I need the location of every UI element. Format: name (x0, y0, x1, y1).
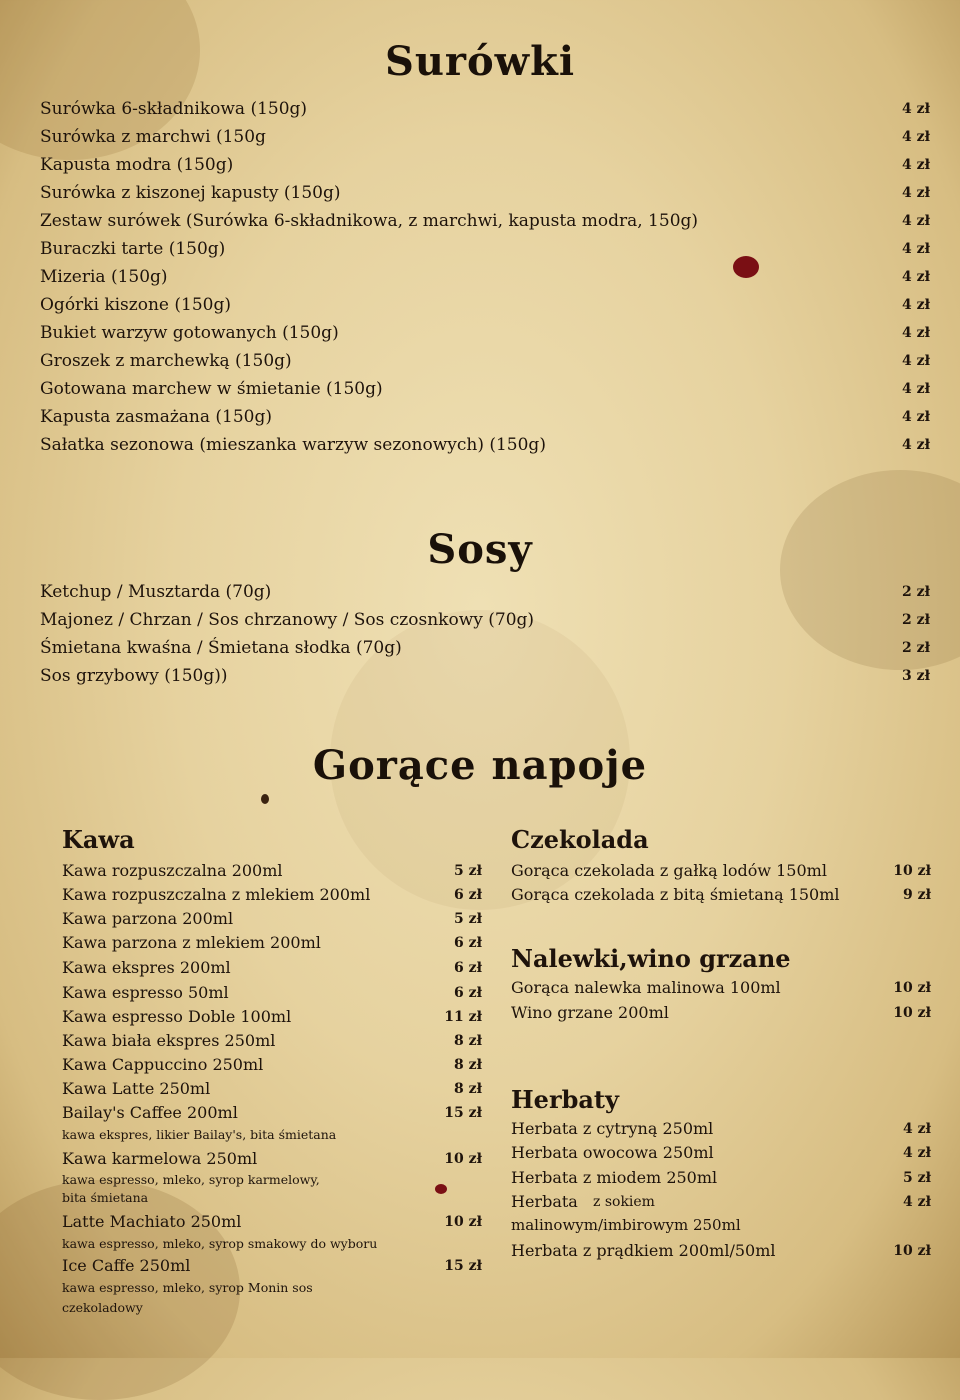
item-name: Ogórki kiszone (150g) (40, 295, 231, 315)
menu-item (62, 1004, 482, 1030)
menu-item (40, 264, 930, 290)
item-name: Herbata z prądkiem 200ml/50ml (511, 1241, 776, 1260)
item-price: 15 zł (444, 1258, 482, 1274)
item-price: 6 zł (454, 985, 482, 1001)
herbata-sokiem-suffix: z sokiem (593, 1194, 655, 1210)
section-title-napoje: Gorące napoje (312, 742, 648, 789)
item-name: Herbata z cytryną 250ml (511, 1119, 714, 1138)
menu-item (40, 236, 930, 262)
menu-item (511, 1000, 931, 1026)
item-name: Kawa rozpuszczalna 200ml (62, 861, 283, 880)
menu-item (40, 663, 930, 689)
menu-item (40, 348, 930, 374)
menu-item (40, 320, 930, 346)
item-name: Surówka z kiszonej kapusty (150g) (40, 183, 341, 203)
menu-item (40, 96, 930, 122)
menu-item (62, 1253, 482, 1279)
menu-item (511, 858, 931, 884)
menu-item (62, 1052, 482, 1078)
item-price: 10 zł (893, 1005, 931, 1021)
item-price: 10 zł (893, 980, 931, 996)
item-name: Groszek z marchewką (150g) (40, 351, 292, 371)
item-price: 4 zł (902, 213, 930, 229)
item-name: Kawa espresso Doble 100ml (62, 1007, 292, 1026)
item-name: Kawa ekspres 200ml (62, 958, 231, 977)
item-name: Kawa parzona z mlekiem 200ml (62, 933, 321, 952)
item-price: 15 zł (444, 1105, 482, 1121)
herbaty-heading: Herbaty (511, 1085, 619, 1114)
item-price: 2 zł (902, 584, 930, 600)
item-name: Gotowana marchew w śmietanie (150g) (40, 379, 383, 399)
menu-item (40, 180, 930, 206)
item-price: 4 zł (902, 185, 930, 201)
menu-item (40, 152, 930, 178)
item-price: 4 zł (902, 101, 930, 117)
wax-blot (435, 1184, 447, 1194)
item-price: 4 zł (902, 325, 930, 341)
item-price: 10 zł (444, 1214, 482, 1230)
item-price: 4 zł (902, 297, 930, 313)
item-name: Latte Machiato 250ml (62, 1212, 242, 1231)
item-name: Sałatka sezonowa (mieszanka warzyw sezonowych) (150g) (40, 435, 546, 455)
item-price: 6 zł (454, 960, 482, 976)
item-name: Gorąca czekolada z bitą śmietaną 150ml (511, 885, 840, 904)
menu-item (62, 882, 482, 908)
item-price: 4 zł (903, 1145, 931, 1161)
menu-item (40, 376, 930, 402)
kawa-note-baileys: kawa ekspres, likier Bailay's, bita śmietana (62, 1127, 337, 1142)
item-price: 6 zł (454, 935, 482, 951)
item-name: Buraczki tarte (150g) (40, 239, 226, 259)
menu-item (62, 955, 482, 981)
item-name: Kawa karmelowa 250ml (62, 1149, 258, 1168)
item-name: Herbata z miodem 250ml (511, 1168, 718, 1187)
menu-item (511, 1238, 931, 1264)
item-price: 5 zł (454, 863, 482, 879)
item-name: Bukiet warzyw gotowanych (150g) (40, 323, 339, 343)
menu-item (40, 124, 930, 150)
item-price: 6 zł (454, 887, 482, 903)
item-price: 4 zł (902, 409, 930, 425)
menu-item (40, 635, 930, 661)
item-name: Kawa biała ekspres 250ml (62, 1031, 276, 1050)
menu-item (40, 292, 930, 318)
item-price: 8 zł (454, 1033, 482, 1049)
section-title-surowki: Surówki (384, 38, 576, 85)
item-price: 11 zł (444, 1009, 482, 1025)
item-price: 4 zł (902, 129, 930, 145)
item-name: Kawa Latte 250ml (62, 1079, 211, 1098)
item-price: 4 zł (903, 1194, 931, 1210)
item-name: Kapusta modra (150g) (40, 155, 234, 175)
item-price: 4 zł (902, 437, 930, 453)
menu-item (40, 404, 930, 430)
kawa-note-ice: kawa espresso, mleko, syrop Monin sos (62, 1280, 313, 1295)
menu-item (62, 1100, 482, 1126)
item-name: Kawa espresso 50ml (62, 983, 229, 1002)
item-name: Bailay's Caffee 200ml (62, 1103, 238, 1122)
item-price: 4 zł (902, 157, 930, 173)
kawa-note-karmelowa: kawa espresso, mleko, syrop karmelowy, (62, 1172, 320, 1187)
item-name: Surówka 6-składnikowa (150g) (40, 99, 308, 119)
menu-item (62, 1146, 482, 1172)
menu-item (40, 432, 930, 458)
menu-item (62, 930, 482, 956)
item-name: Śmietana kwaśna / Śmietana słodka (70g) (40, 638, 402, 658)
herbata-sokiem-line2: malinowym/imbirowym 250ml (511, 1216, 741, 1234)
item-name: Herbata (511, 1192, 578, 1211)
item-name: Wino grzane 200ml (511, 1003, 669, 1022)
item-name: Sos grzybowy (150g)) (40, 666, 228, 686)
menu-item (62, 858, 482, 884)
menu-item (40, 579, 930, 605)
menu-item (511, 1165, 931, 1191)
item-name: Ice Caffe 250ml (62, 1256, 191, 1275)
menu-item (62, 906, 482, 932)
item-price: 4 zł (902, 241, 930, 257)
kawa-note-ice-2: czekoladowy (62, 1300, 143, 1315)
kawa-heading: Kawa (62, 825, 135, 854)
item-name: Mizeria (150g) (40, 267, 168, 287)
menu-item (511, 1140, 931, 1166)
item-name: Majonez / Chrzan / Sos chrzanowy / Sos czosnkowy (70g) (40, 610, 535, 630)
item-name: Kawa parzona 200ml (62, 909, 234, 928)
kawa-note-machiato: kawa espresso, mleko, syrop smakowy do wyboru (62, 1236, 378, 1251)
item-name: Kapusta zasmażana (150g) (40, 407, 273, 427)
item-price: 2 zł (902, 612, 930, 628)
menu-item (511, 1116, 931, 1142)
item-price: 4 zł (902, 269, 930, 285)
menu-item (511, 975, 931, 1001)
item-price: 8 zł (454, 1057, 482, 1073)
item-price: 4 zł (902, 381, 930, 397)
item-name: Ketchup / Musztarda (70g) (40, 582, 272, 602)
menu-item (511, 882, 931, 908)
item-name: Zestaw surówek (Surówka 6-składnikowa, z marchwi, kapusta modra, 150g) (40, 211, 699, 231)
item-name: Herbata owocowa 250ml (511, 1143, 714, 1162)
item-price: 10 zł (893, 1243, 931, 1259)
menu-item (62, 1209, 482, 1235)
kawa-note-karmelowa-2: bita śmietana (62, 1190, 149, 1205)
item-price: 4 zł (903, 1121, 931, 1137)
item-name: Kawa rozpuszczalna z mlekiem 200ml (62, 885, 371, 904)
item-price: 4 zł (902, 353, 930, 369)
item-price: 2 zł (902, 640, 930, 656)
item-price: 5 zł (903, 1170, 931, 1186)
item-price: 8 zł (454, 1081, 482, 1097)
section-title-sosy: Sosy (427, 526, 533, 573)
menu-item (62, 1028, 482, 1054)
menu-item (40, 607, 930, 633)
menu-item (40, 208, 930, 234)
item-name: Gorąca nalewka malinowa 100ml (511, 978, 781, 997)
item-price: 10 zł (893, 863, 931, 879)
nalewki-heading: Nalewki,wino grzane (511, 944, 791, 973)
wax-blot (261, 794, 269, 804)
item-price: 9 zł (903, 887, 931, 903)
item-price: 10 zł (444, 1151, 482, 1167)
menu-item (62, 980, 482, 1006)
item-name: Kawa Cappuccino 250ml (62, 1055, 264, 1074)
item-price: 3 zł (902, 668, 930, 684)
menu-item (511, 1189, 931, 1215)
item-name: Surówka z marchwi (150g (40, 127, 266, 147)
czekolada-heading: Czekolada (511, 825, 649, 854)
menu-item (62, 1076, 482, 1102)
item-price: 5 zł (454, 911, 482, 927)
item-name: Gorąca czekolada z gałką lodów 150ml (511, 861, 827, 880)
